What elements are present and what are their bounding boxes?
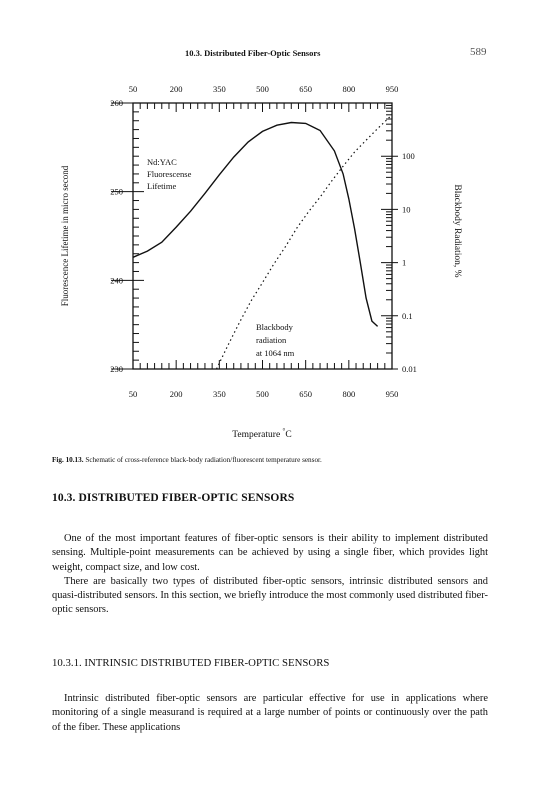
x-tick-label-bottom: 200: [169, 389, 183, 399]
y-left-tick-label: 260: [110, 98, 123, 108]
blackbody-annotation: at 1064 nm: [256, 348, 295, 358]
y-right-tick-label: 0.01: [402, 364, 417, 374]
blackbody-annotation: Blackbody: [256, 322, 293, 332]
running-head: 10.3. Distributed Fiber-Optic Sensors: [185, 48, 321, 58]
figure-caption: [52, 456, 492, 465]
y-left-tick-label: 240: [110, 275, 123, 286]
x-tick-label-top: 200: [169, 84, 183, 94]
y-right-tick-label: 1: [402, 257, 407, 268]
y-right-tick-label: 0.1: [402, 310, 413, 321]
x-tick-label-bottom: 50: [128, 389, 138, 399]
y-left-axis-label: Fluorescence Lifetime in micro second: [60, 165, 70, 307]
x-tick-label-top: 650: [299, 84, 313, 94]
x-tick-label-bottom: 950: [385, 389, 399, 399]
figure-label: Fig. 10.13.: [52, 456, 84, 464]
lifetime-annotation: Fluorescense: [147, 169, 192, 179]
lifetime-annotation: Nd:YAC: [147, 157, 177, 167]
subsection-body: [52, 692, 488, 735]
x-tick-label-bottom: 350: [212, 389, 226, 399]
section-title: 10.3. DISTRIBUTED FIBER-OPTIC SENSORS: [52, 492, 295, 504]
blackbody-annotation: radiation: [256, 335, 287, 345]
lifetime-curve: [133, 123, 378, 327]
section-paragraph-2: There are basically two types of distributed fiber-optic sensors, intrinsic distributed sensors and quasi-distributed sensors. In this section, we briefly introduce the most commonly used distributed fiber-optic sensors.: [52, 575, 488, 616]
figure-caption-text: Schematic of cross-reference black-body radiation/fluorescent temperature sensor.: [85, 456, 322, 464]
y-right-axis-label: Blackbody Radiation, %: [452, 184, 462, 278]
page-number: 589: [470, 46, 487, 58]
subsection-title: 10.3.1. INTRINSIC DISTRIBUTED FIBER-OPTIC SENSORS: [52, 657, 330, 669]
x-tick-label-bottom: 500: [256, 389, 269, 399]
x-tick-label-bottom: 650: [299, 389, 313, 399]
y-right-tick-label: 10: [402, 204, 411, 215]
x-tick-label-top: 350: [212, 84, 226, 94]
x-tick-label-top: 500: [256, 84, 269, 94]
y-left-tick-label: 230: [110, 364, 123, 374]
section-paragraph-1: One of the most important features of fiber-optic sensors is their ability to implement distributed sensing. Multiple-point measurements can be achieved by using a single fiber, which provides light weight, compact size, and low cost.: [52, 533, 488, 573]
x-tick-label-bottom: 800: [342, 389, 356, 399]
x-tick-label-top: 950: [385, 84, 399, 94]
lifetime-annotation: Lifetime: [147, 181, 177, 191]
x-axis-label: Temperature °C: [232, 427, 292, 440]
y-right-tick-label: 100: [402, 151, 415, 162]
blackbody-curve: [217, 115, 393, 369]
section-body: [52, 532, 488, 618]
x-tick-label-top: 800: [342, 84, 356, 94]
y-left-tick-label: 250: [110, 186, 123, 197]
x-tick-label-top: 50: [128, 84, 138, 94]
subsection-paragraph-1: Intrinsic distributed fiber-optic sensors are particular effective for use in applications where monitoring of a single measurand is required at a large number of points or continuously over the path of the fiber. These applications: [52, 693, 488, 733]
